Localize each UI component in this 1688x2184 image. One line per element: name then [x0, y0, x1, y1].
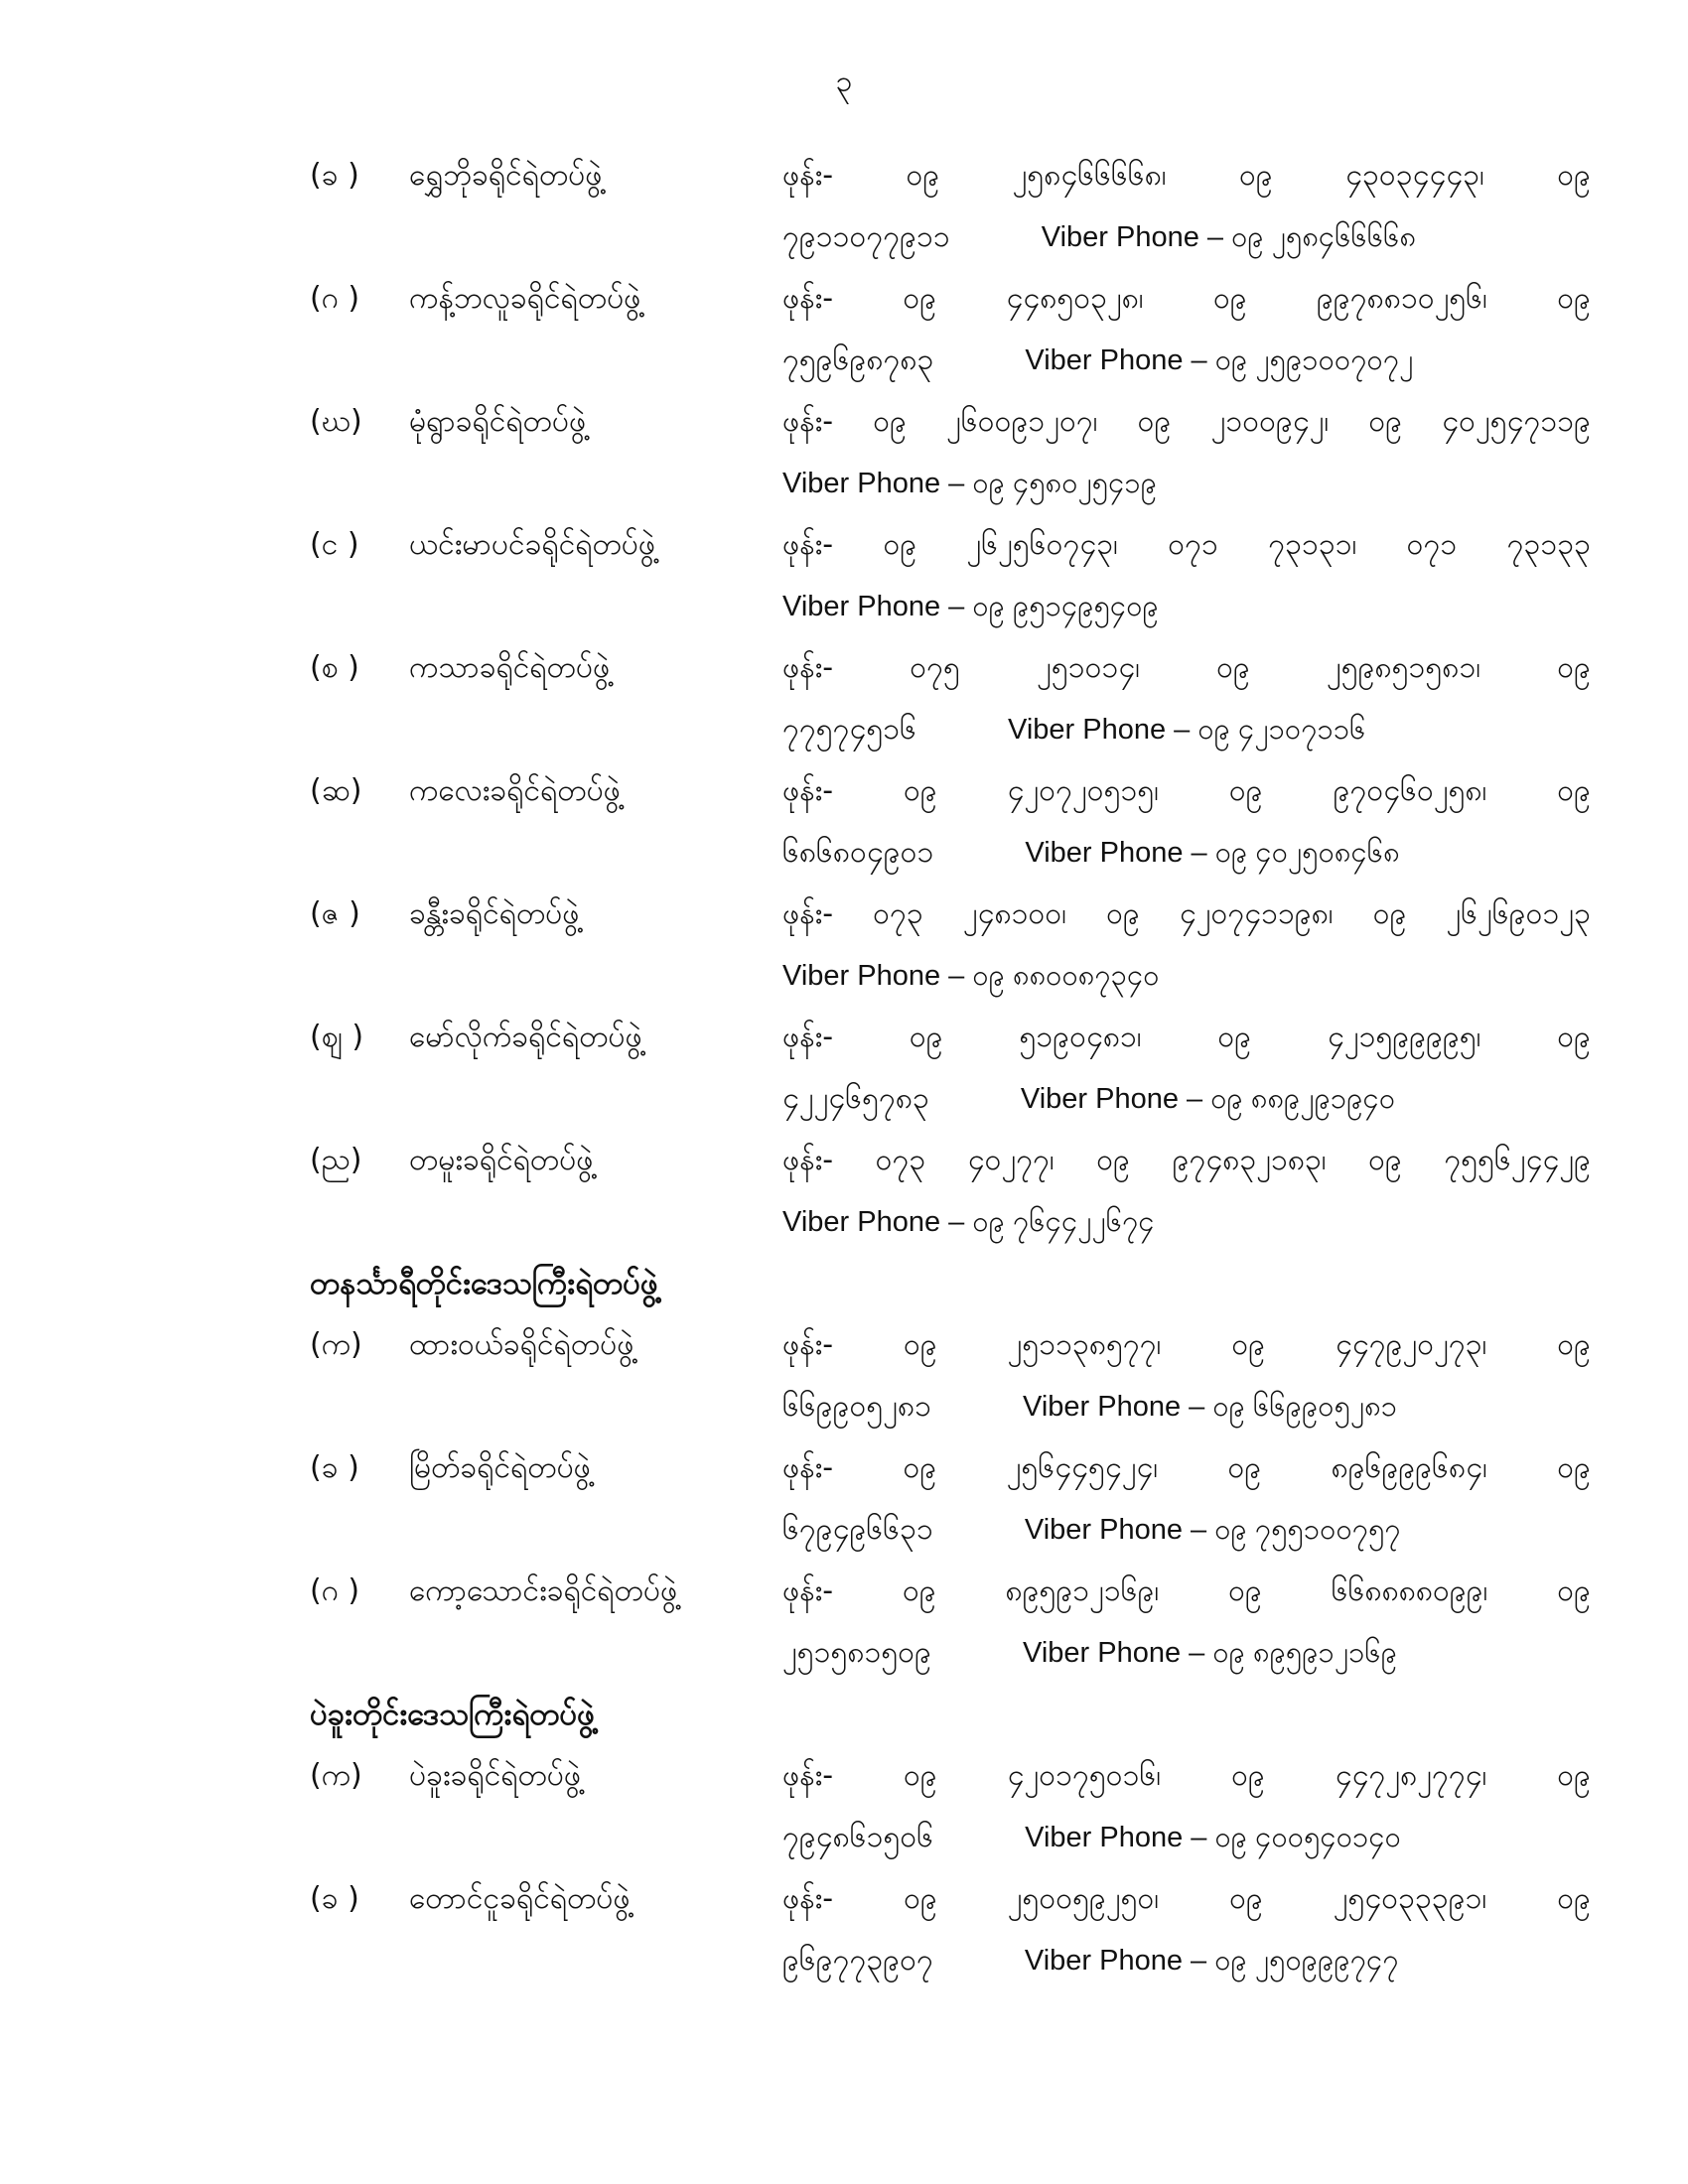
district-police-name: ကန့်ဘလူခရိုင်ရဲတပ်ဖွဲ့ — [409, 281, 641, 316]
viber-phone: Viber Phone – ၀၉ ၄၂၁၀၇၁၁၆ — [1008, 714, 1366, 746]
entry-label: (က) — [310, 1758, 362, 1793]
entry-second-line — [310, 1807, 1591, 1868]
phone-numbers: ဖုန်း- ၀၉ ၄၂၀၁၇၅၀၁၆၊ ၀၉ ၄၄၇၂၈၂၇၇၄၊ ၀၉ — [782, 1758, 1591, 1793]
entry-second-line — [310, 1068, 1591, 1130]
section-heading: ပဲခူးတိုင်းဒေသကြီးရဲတပ်ဖွဲ့ — [310, 1697, 595, 1732]
viber-phone: Viber Phone – ၀၉ ၇၅၅၁၀၀၇၅၇ — [1024, 1514, 1401, 1546]
entry-label: (င ) — [310, 527, 359, 562]
phone-number-continued: ၆၈၆၈၀၄၉၀၁ — [782, 835, 934, 870]
directory-entry — [310, 1437, 1591, 1561]
entry-second-line — [310, 1930, 1591, 1991]
viber-phone: Viber Phone – ၀၉ ၄၀၂၅၀၈၄၆၈ — [1025, 837, 1400, 869]
entry-second-line — [310, 330, 1591, 391]
entry-first-line — [310, 760, 1591, 822]
district-police-name: မော်လိုက်ခရိုင်ရဲတပ်ဖွဲ့ — [409, 1020, 642, 1054]
entry-first-line — [310, 1745, 1591, 1807]
entry-label: (စ ) — [310, 650, 359, 685]
entry-second-line — [310, 453, 1591, 514]
directory-entry — [310, 637, 1591, 760]
directory-entry — [310, 391, 1591, 514]
entry-label: (ဇ ) — [310, 896, 360, 931]
entry-second-line — [310, 1622, 1591, 1684]
viber-phone: Viber Phone – ၀၉ ၈၈၀၀၈၇၃၄၀ — [782, 960, 1160, 992]
entry-label: (ခ ) — [310, 1881, 359, 1916]
phone-numbers: ဖုန်း- ၀၇၅ ၂၅၁၀၁၄၊ ၀၉ ၂၅၉၈၅၁၅၈၁၊ ၀၉ — [782, 650, 1591, 685]
phone-number-continued: ၇၉၁၁၀၇၇၉၁၁ — [782, 219, 950, 254]
district-police-name: တမူးခရိုင်ရဲတပ်ဖွဲ့ — [409, 1143, 594, 1177]
directory-entry — [310, 145, 1591, 268]
phone-number-continued: ၂၅၁၅၈၁၅၀၉ — [782, 1635, 931, 1670]
entry-first-line — [310, 268, 1591, 330]
directory-entry — [310, 884, 1591, 1007]
entry-first-line — [310, 1007, 1591, 1068]
district-police-name: ထားဝယ်ခရိုင်ရဲတပ်ဖွဲ့ — [409, 1327, 634, 1362]
document-body — [310, 145, 1591, 1991]
phone-numbers: ဖုန်း- ၀၉ ၈၉၅၉၁၂၁၆၉၊ ၀၉ ၆၆၈၈၈၈၀၉၉၊ ၀၉ — [782, 1573, 1591, 1608]
entry-second-line — [310, 1191, 1591, 1253]
entry-label: (ခ ) — [310, 1450, 359, 1485]
entry-second-line — [310, 1499, 1591, 1561]
viber-phone: Viber Phone – ၀၉ ၇၆၄၄၂၂၆၇၄ — [782, 1206, 1155, 1238]
entry-label: (ည) — [310, 1143, 362, 1177]
viber-phone: Viber Phone – ၀၉ ၂၅၉၁၀၀၇၀၇၂ — [1025, 344, 1414, 376]
directory-entry — [310, 1745, 1591, 1868]
entry-label: (ဆ) — [310, 773, 362, 808]
entry-first-line — [310, 1130, 1591, 1191]
phone-numbers: ဖုန်း- ၀၉ ၂၅၈၄၆၆၆၆၈၊ ၀၉ ၄၃၀၃၄၄၄၃၊ ၀၉ — [782, 158, 1591, 193]
directory-entry — [310, 1007, 1591, 1130]
district-police-name: ကော့သောင်းခရိုင်ရဲတပ်ဖွဲ့ — [409, 1573, 678, 1608]
directory-entry — [310, 1561, 1591, 1684]
directory-entry — [310, 1314, 1591, 1437]
entry-second-line — [310, 945, 1591, 1007]
entry-label: (ခ ) — [310, 158, 359, 193]
phone-number-continued: ၇၉၄၈၆၁၅၀၆ — [782, 1820, 934, 1854]
phone-number-continued: ၆၆၉၉၀၅၂၈၁ — [782, 1389, 931, 1424]
directory-entry — [310, 268, 1591, 391]
phone-numbers: ဖုန်း- ၀၉ ၄၄၈၅၀၃၂၈၊ ၀၉ ၉၉၇၈၈၁၀၂၅၆၊ ၀၉ — [782, 281, 1591, 316]
viber-phone: Viber Phone – ၀၉ ၈၈၉၂၉၁၉၄၀ — [1020, 1083, 1396, 1115]
entry-first-line — [310, 391, 1591, 453]
district-police-name: ကလေးခရိုင်ရဲတပ်ဖွဲ့ — [409, 773, 621, 808]
district-police-name: ရွှေဘိုခရိုင်ရဲတပ်ဖွဲ့ — [409, 158, 603, 193]
entry-second-line — [310, 699, 1591, 760]
phone-numbers: ဖုန်း- ၀၇၃ ၂၄၈၁၀၀၊ ၀၉ ၄၂၀၇၄၁၁၉၈၊ ၀၉ ၂၆၂၆၉၀၁၂၃ — [782, 896, 1591, 931]
phone-numbers: ဖုန်း- ၀၉ ၂၅၀၀၅၉၂၅၀၊ ၀၉ ၂၅၄၀၃၃၃၉၁၊ ၀၉ — [782, 1881, 1591, 1916]
entry-first-line — [310, 884, 1591, 945]
entry-second-line — [310, 206, 1591, 268]
entry-label: (က) — [310, 1327, 362, 1362]
phone-numbers: ဖုန်း- ၀၉ ၂၅၁၁၃၈၅၇၇၊ ၀၉ ၄၄၇၉၂၀၂၇၃၊ ၀၉ — [782, 1327, 1591, 1362]
viber-phone: Viber Phone – ၀၉ ၂၅၈၄၆၆၆၆၈ — [1041, 221, 1417, 253]
entry-second-line — [310, 1376, 1591, 1437]
directory-entry — [310, 514, 1591, 637]
page-number: ၃ — [835, 65, 853, 99]
district-police-name: တောင်ငူခရိုင်ရဲတပ်ဖွဲ့ — [409, 1881, 631, 1916]
viber-phone: Viber Phone – ၀၉ ၆၆၉၉၀၅၂၈၁ — [1023, 1391, 1398, 1423]
phone-numbers: ဖုန်း- ၀၉ ၂၆၂၅၆၀၇၄၃၊ ၀၇၁ ၇၃၁၃၁၊ ၀၇၁ ၇၃၁၃၃ — [782, 527, 1591, 562]
viber-phone: Viber Phone – ၀၉ ၉၅၁၄၉၅၄၀၉ — [782, 591, 1159, 622]
entry-first-line — [310, 1868, 1591, 1930]
phone-number-continued: ၇၇၅၇၄၅၁၆ — [782, 712, 916, 747]
entry-second-line — [310, 822, 1591, 884]
phone-number-continued: ၄၂၂၄၆၅၇၈၃ — [782, 1081, 929, 1116]
phone-numbers: ဖုန်း- ၀၉ ၄၂၀၇၂၀၅၁၅၊ ၀၉ ၉၇၀၄၆၀၂၅၈၊ ၀၉ — [782, 773, 1591, 808]
phone-number-continued: ၇၅၉၆၉၈၇၈၃ — [782, 342, 934, 377]
district-police-name: ကသာခရိုင်ရဲတပ်ဖွဲ့ — [409, 650, 611, 685]
phone-number-continued: ၆၇၉၄၉၆၆၃၁ — [782, 1512, 933, 1547]
viber-phone: Viber Phone – ၀၉ ၄၅၈၀၂၅၄၁၉ — [782, 468, 1158, 499]
entry-first-line — [310, 637, 1591, 699]
entry-first-line — [310, 1314, 1591, 1376]
phone-numbers: ဖုန်း- ၀၉ ၅၁၉၀၄၈၁၊ ၀၉ ၄၂၁၅၉၉၉၉၅၊ ၀၉ — [782, 1020, 1591, 1054]
entry-label: (ဂ ) — [310, 1573, 360, 1608]
entry-first-line — [310, 1561, 1591, 1622]
entry-label: (ဂ ) — [310, 281, 360, 316]
phone-number-continued: ၉၆၉၇၇၃၉၀၇ — [782, 1943, 933, 1978]
section-heading: တနင်္သာရီတိုင်းဒေသကြီးရဲတပ်ဖွဲ့ — [310, 1266, 658, 1301]
phone-numbers: ဖုန်း- ၀၉ ၂၅၆၄၄၅၄၂၄၊ ၀၉ ၈၉၆၉၉၉၆၈၄၊ ၀၉ — [782, 1450, 1591, 1485]
entry-first-line — [310, 514, 1591, 576]
entry-first-line — [310, 1437, 1591, 1499]
district-police-name: မြိတ်ခရိုင်ရဲတပ်ဖွဲ့ — [409, 1450, 591, 1485]
directory-entry — [310, 1130, 1591, 1253]
district-police-name: ပဲခူးခရိုင်ရဲတပ်ဖွဲ့ — [409, 1758, 582, 1793]
viber-phone: Viber Phone – ၀၉ ၈၉၅၉၁၂၁၆၉ — [1023, 1637, 1398, 1669]
phone-numbers: ဖုန်း- ၀၇၃ ၄၀၂၇၇၊ ၀၉ ၉၇၄၈၃၂၁၈၃၊ ၀၉ ၇၅၅၆၂၄၄၂၉ — [782, 1143, 1591, 1177]
directory-entry — [310, 1868, 1591, 1991]
district-police-name: ယင်းမာပင်ခရိုင်ရဲတပ်ဖွဲ့ — [409, 527, 656, 562]
district-police-name: မုံရွာခရိုင်ရဲတပ်ဖွဲ့ — [409, 404, 587, 439]
entry-first-line — [310, 145, 1591, 206]
phone-numbers: ဖုန်း- ၀၉ ၂၆၀၀၉၁၂၀၇၊ ၀၉ ၂၁၀၀၉၄၂၊ ၀၉ ၄၀၂၅၄၇၁၁၉ — [782, 404, 1591, 439]
directory-entry — [310, 760, 1591, 884]
district-police-name: ခန္တီးခရိုင်ရဲတပ်ဖွဲ့ — [409, 896, 580, 931]
entry-second-line — [310, 576, 1591, 637]
entry-label: (ဈ ) — [310, 1020, 364, 1054]
entry-label: (ဃ) — [310, 404, 362, 439]
viber-phone: Viber Phone – ၀၉ ၂၅၀၉၉၉၇၄၇ — [1024, 1945, 1399, 1977]
viber-phone: Viber Phone – ၀၉ ၄၀၀၅၄၀၁၄၀ — [1025, 1822, 1401, 1853]
